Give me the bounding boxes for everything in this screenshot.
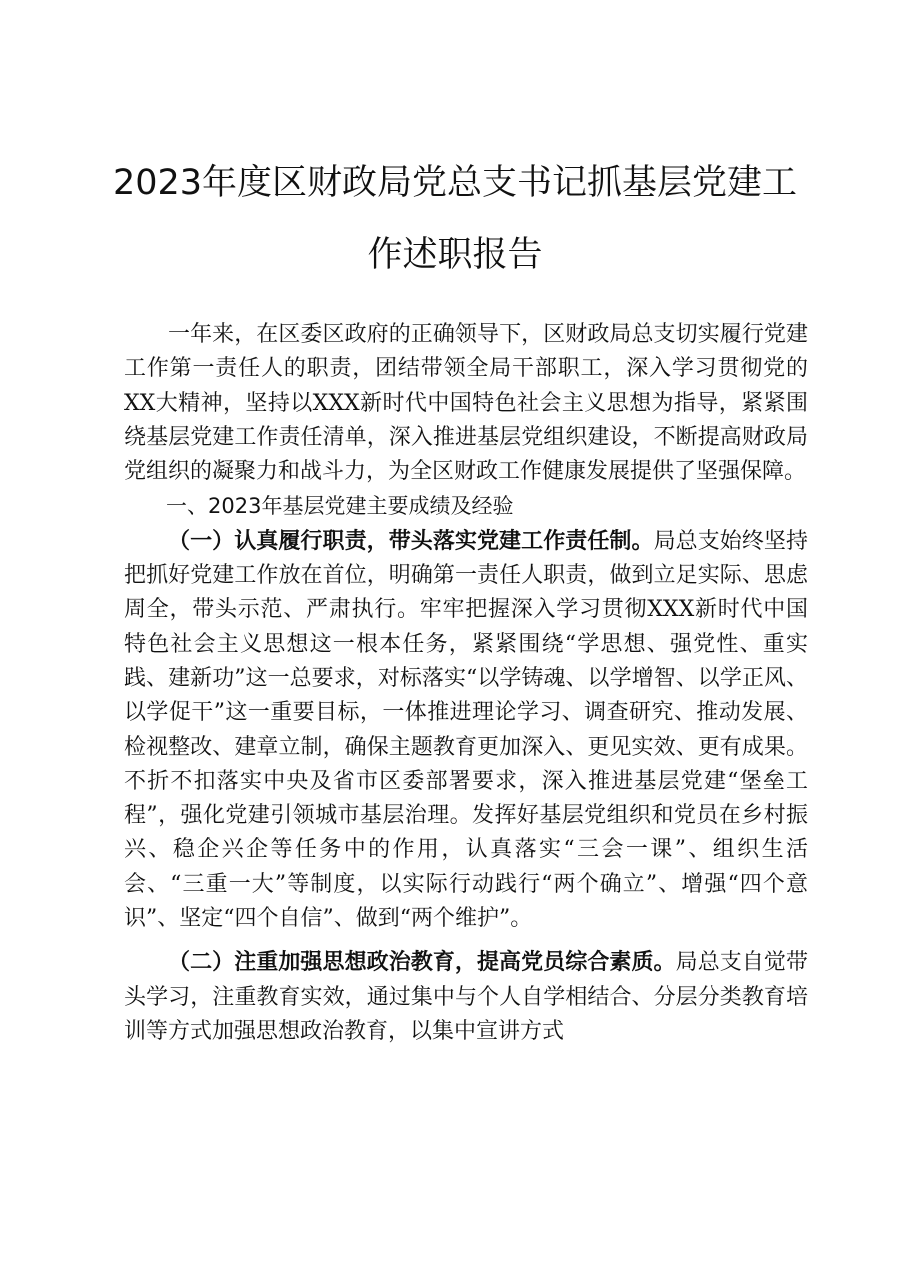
item-2-lead: （二）注重加强思想政治教育，提高党员综合素质。: [168, 949, 676, 976]
item-2-text: 局总支自觉带头学习，注重教育实效，通过集中与个人自学相结合、分层分类教育培训等方式加强思想政治教育，以集中宣讲方式: [124, 950, 808, 1044]
section-heading: 一、2023年基层党建主要成绩及经验: [166, 494, 514, 519]
intro-paragraph: 一年来，在区委区政府的正确领导下，区财政局总支切实履行党建工作第一责任人的职责，团结带领全局干部职工，深入学习贯彻党的XX大精神，坚持以XXX新时代中国特色社会主义思想为指导，紧紧围绕基层党建工作责任清单，深入推进基层党组织建设，不断提高财政局党组织的凝聚力和战斗力，为全区财政工作健康发展提供了坚强保障。: [124, 322, 808, 485]
item-1-lead: （一）认真履行职责，带头落实党建工作责任制。: [168, 527, 654, 554]
item-1-paragraph: [124, 524, 808, 937]
item-2-paragraph: [124, 945, 808, 1049]
document-body: [124, 318, 808, 1049]
item-1-text: 局总支始终坚持把抓好党建工作放在首位，明确第一责任人职责，做到立足实际、思虑周全，带头示范、严肃执行。牢牢把握深入学习贯彻XXX新时代中国特色社会主义思想这一根本任务，紧紧围绕“学思想、强党性、重实践、建新功”这一总要求，对标落实“以学铸魂、以学增智、以学正风、以学促干”这一重要目标，一体推进理论学习、调查研究、推动发展、检视整改、建章立制，确保主题教育更加深入、更见实效、更有成果。不折不扣落实中央及省市区委部署要求，深入推进基层党建“堡垒工程”，强化党建引领城市基层治理。发挥好基层党组织和党员在乡村振兴、稳企兴企等任务中的作用，认真落实“三会一课”、组织生活会、“三重一大”等制度，以实际行动践行“两个确立”、增强“四个意识”、坚定“四个自信”、做到“两个维护”。: [124, 528, 808, 932]
document-title: 2023年度区财政局党总支书记抓基层党建工作述职报告: [112, 163, 798, 275]
